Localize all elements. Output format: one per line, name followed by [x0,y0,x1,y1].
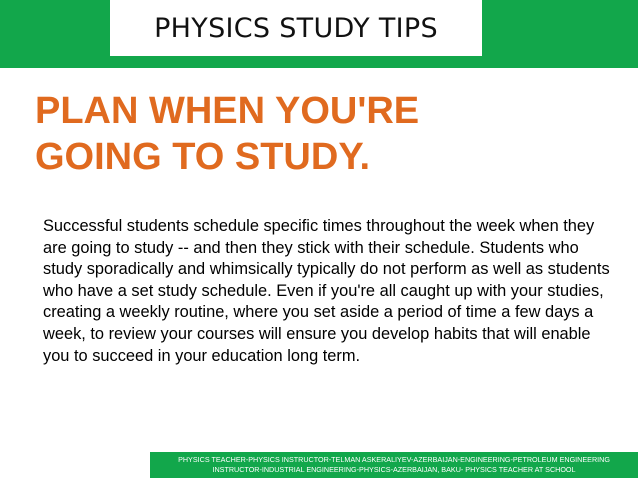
slide-title [35,88,555,180]
slide-title-line-2: GOING TO STUDY. [35,136,371,178]
footer-bar [150,452,638,478]
body-paragraph: Successful students schedule specific times throughout the week when they are going to study -- and then they stick with their schedule. Students who study sporadically and whimsically typically do not perform as well as students who have a set study schedule. Even if you're all caught up with your studies, creating a weekly routine, where you set aside a period of time a few days a week, to review your courses will ensure you develop habits that will enable you to succeed in your education long term. [43,217,610,365]
slide-title-line-1: PLAN WHEN YOU'RE [35,90,420,132]
footer-credits: PHYSICS TEACHER-PHYSICS INSTRUCTOR-TELMAN ASKERALIYEV-AZERBAIJAN-ENGINEERING-PETROLEUM ENGINEERING INSTRUCTOR-INDUSTRIAL ENGINEERING-PHYSICS-AZERBAIJAN, BAKU- PHYSICS TEACHER AT SCHOOL [178,455,610,474]
page-header-title: PHYSICS STUDY TIPS [154,12,438,44]
header-title-box [110,0,482,56]
